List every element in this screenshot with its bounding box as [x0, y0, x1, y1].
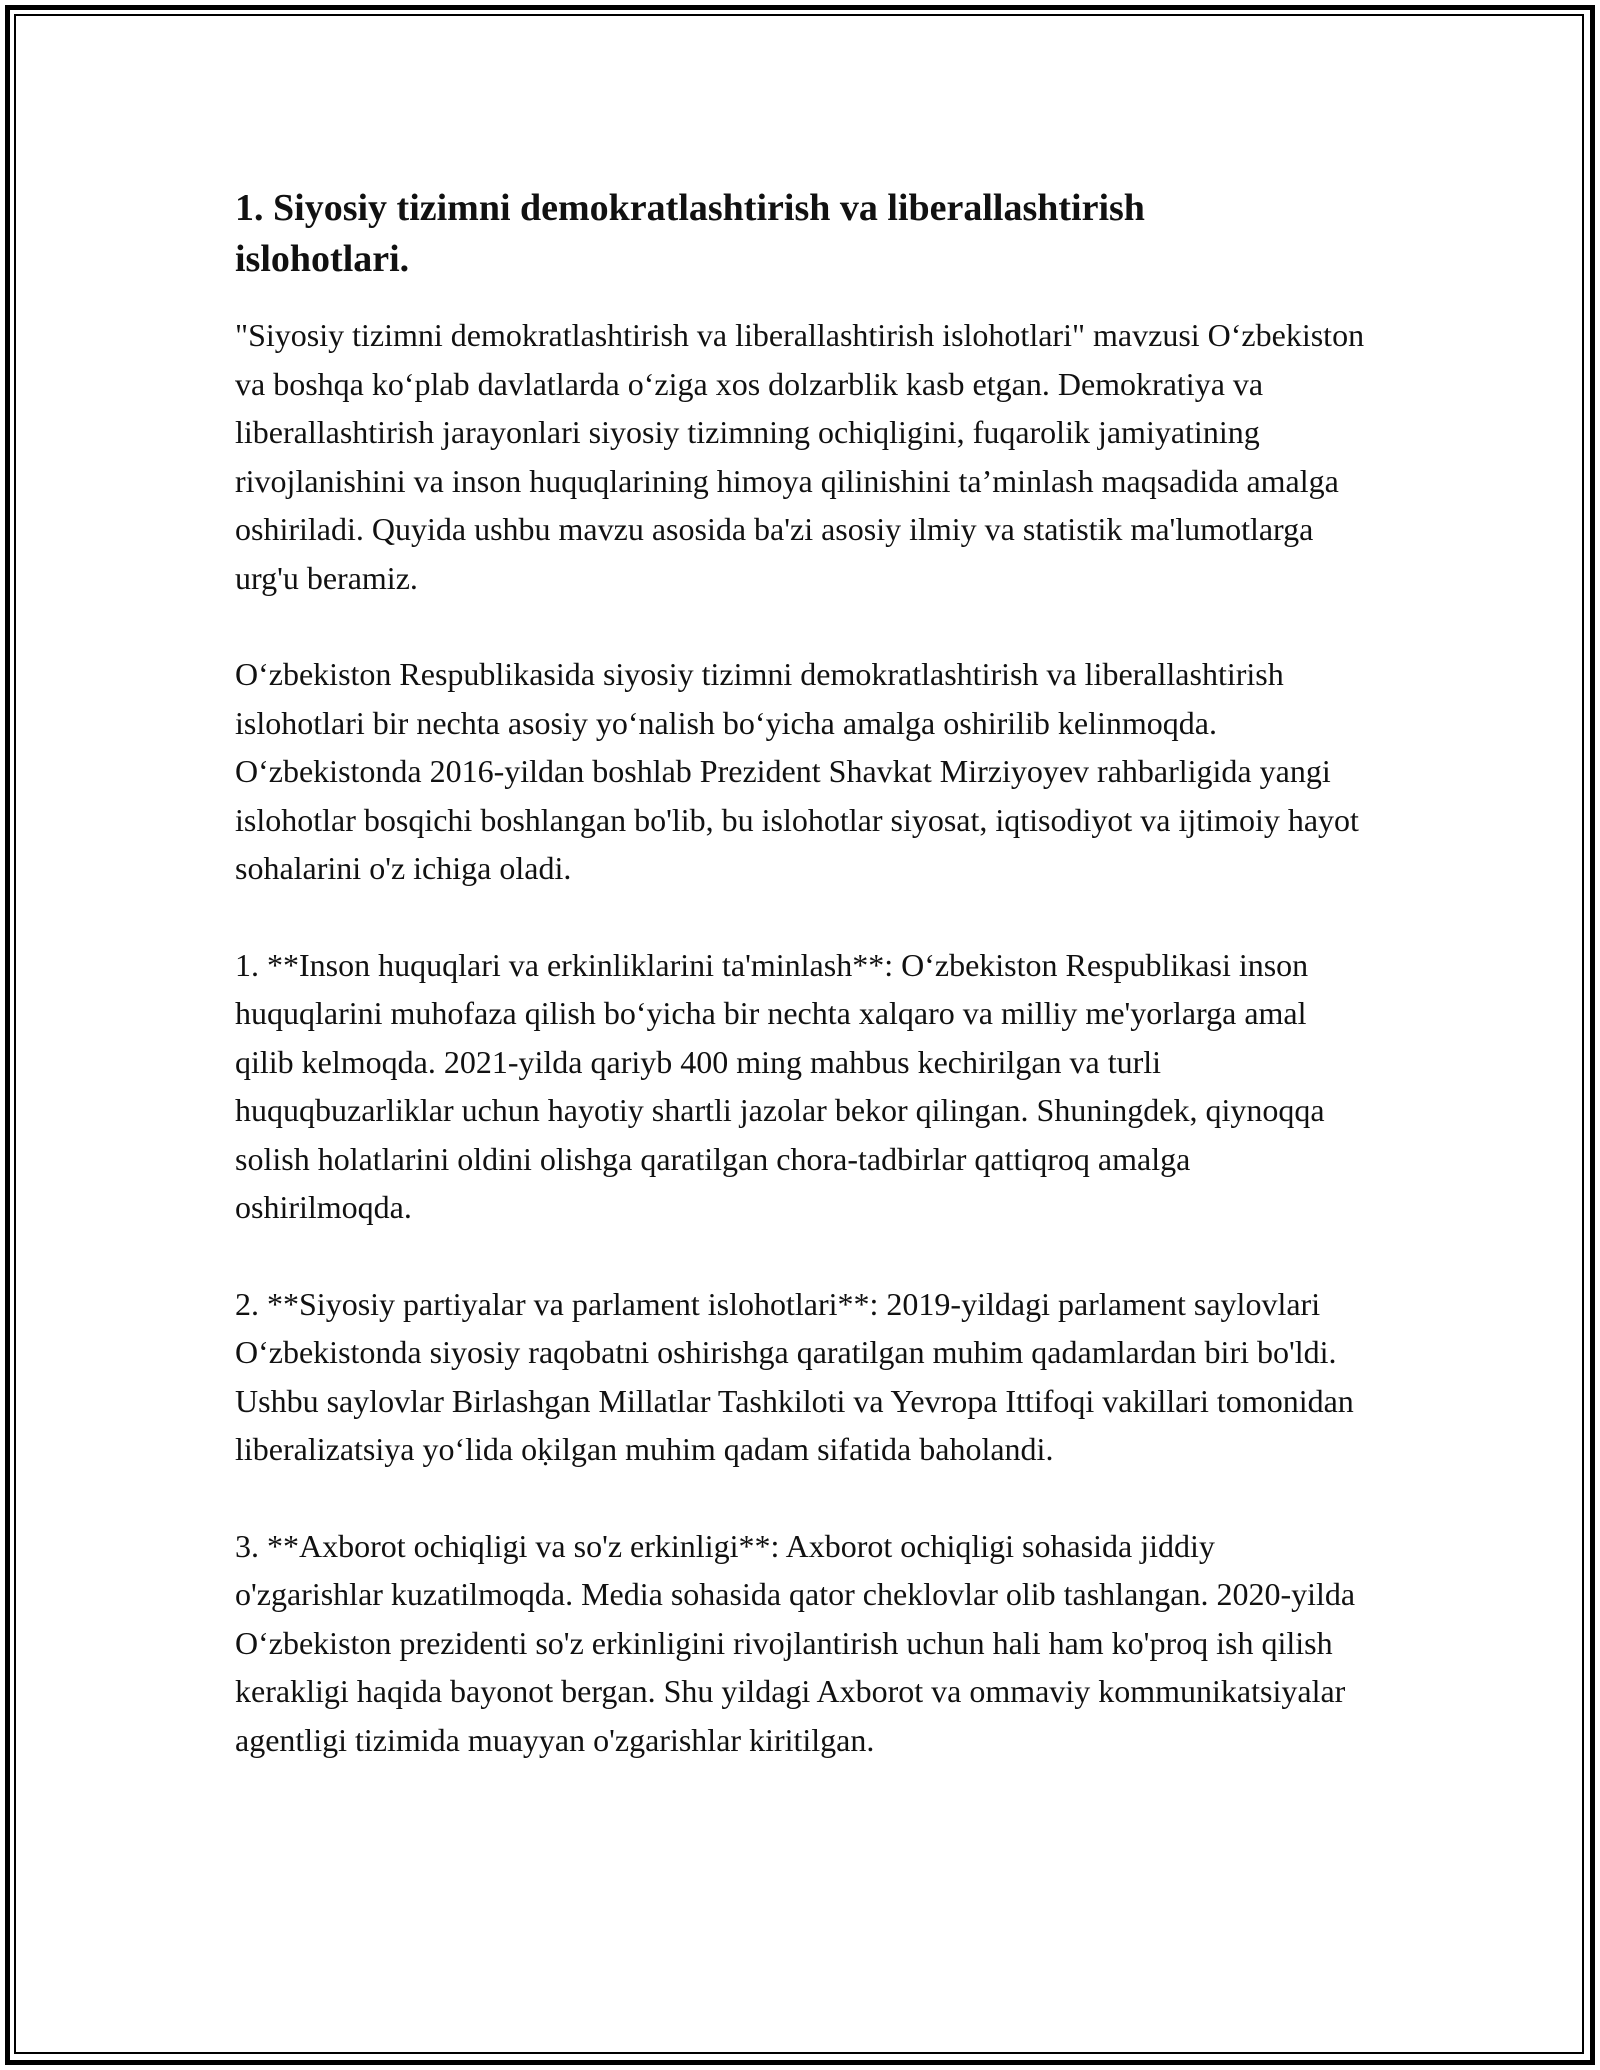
paragraph-human-rights: 1. **Inson huquqlari va erkinliklarini ta'minlash**: O‘zbekiston Respublikasi inson huquqlarini muhofaza qilish bo‘yicha bir nechta xalqaro va milliy me'yorlarga amal qilib kelmoqda. 2021-yilda qariyb 400 ming mahbus kechirilgan va turli huquqbuzarliklar uchun hayotiy shartli jazolar bekor qilingan. Shuningdek, qiynoqqa solish holatlarini oldini olishga qaratilgan chora-tadbirlar qattiqroq amalga oshirilmoqda. [235, 946, 1325, 1225]
paragraph-intro: "Siyosiy tizimni demokratlashtirish va liberallashtirish islohotlari" mavzusi O‘zbekiston va boshqa ko‘plab davlatlarda o‘ziga xos dolzarblik kasb etgan. Demokratiya va liberallashtirish jarayonlari siyosiy tizimning ochiqligini, fuqarolik jamiyatining rivojlanishini va inson huquqlarining himoya qilinishini ta’minlash maqsadida amalga oshiriladi. Quyida ushbu mavzu asosida ba'zi asosiy ilmiy va statistik ma'lumotlarga urg'u beramiz. [235, 317, 1365, 596]
paragraph-parliament: 2. **Siyosiy partiyalar va parlament islohotlari**: 2019-yildagi parlament saylovlari O‘zbekistonda siyosiy raqobatni oshirishga qaratilgan muhim qadamlardan biri bo'ldi. Ushbu saylovlar Birlashgan Millatlar Tashkiloti va Yevropa Ittifoqi vakillari tomonidan liberalizatsiya yo‘lida oḳilgan muhim qadam sifatida baholandi. [235, 1285, 1354, 1467]
paragraph-overview: O‘zbekiston Respublikasida siyosiy tizimni demokratlashtirish va liberallashtirish islohotlari bir nechta asosiy yo‘nalish bo‘yicha amalga oshirilib kelinmoqda. O‘zbekistonda 2016-yildan boshlab Prezident Shavkat Mirziyoyev rahbarligida yangi islohotlar bosqichi boshlangan bo'lib, bu islohotlar siyosat, iqtisodiyot va ijtimoiy hayot sohalarini o'z ichiga oladi. [235, 656, 1359, 886]
document-body [235, 183, 1365, 1812]
paragraph-information: 3. **Axborot ochiqligi va so'z erkinligi**: Axborot ochiqligi sohasida jiddiy o'zgarishlar kuzatilmoqda. Media sohasida qator cheklovlar olib tashlangan. 2020-yilda O‘zbekiston prezidenti so'z erkinligini rivojlantirish uchun hali ham ko'proq ish qilish kerakligi haqida bayonot bergan. Shu yildagi Axborot va ommaviy kommunikatsiyalar agentligi tizimida muayyan o'zgarishlar kiritilgan. [235, 1527, 1356, 1758]
document-title: 1. Siyosiy tizimni demokratlashtirish va liberallashtirish islohotlari. [235, 187, 1145, 280]
